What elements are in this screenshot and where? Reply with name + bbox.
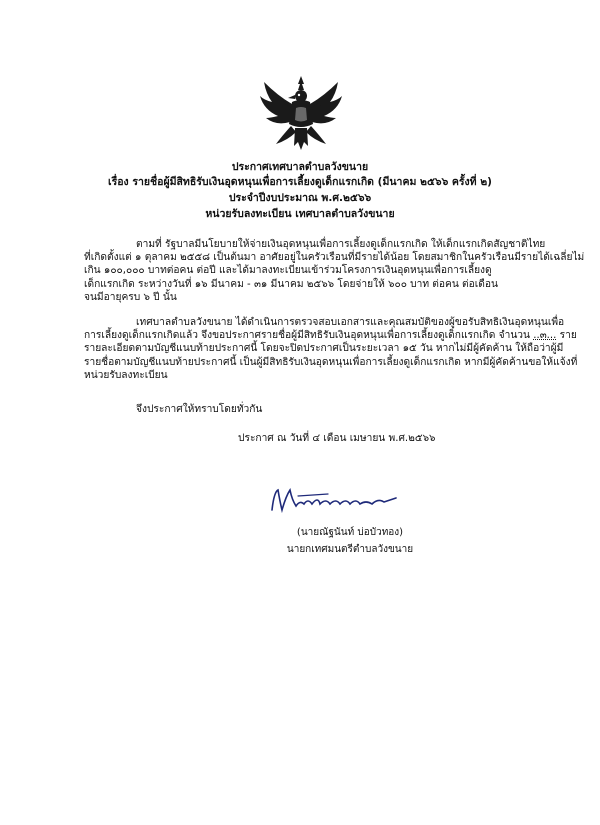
paragraph-line: รายละเอียดตามบัญชีแนบท้ายประกาศนี้ โดยจะปิดประกาศเป็นระยะเวลา ๑๕ วัน หากไม่มีผู้คัดค้าน ให้ถือว่าผู้มี bbox=[84, 343, 564, 355]
paragraph-line: หน่วยรับลงทะเบียน bbox=[84, 369, 168, 381]
paragraph-line: รายชื่อตามบัญชีแนบท้ายประกาศนี้ เป็นผู้มีสิทธิรับเงินอุดหนุนเพื่อการเลี้ยงดูเด็กแรกเกิด หากมีผู้คัดค้านขอให้แจ้งที่ bbox=[84, 356, 578, 368]
paragraph-line: เกิน ๑๐๐,๐๐๐ บาทต่อคน ต่อปี และได้มาลงทะเบียนเข้าร่วมโครงการเงินอุดหนุนเพื่อการเลี้ยงดู bbox=[84, 265, 492, 277]
announcement-date: ประกาศ ณ วันที่ ๔ เดือน เมษายน พ.ศ.๒๕๖๖ bbox=[238, 433, 436, 444]
closing-statement: จึงประกาศให้ทราบโดยทั่วกัน bbox=[136, 404, 263, 415]
paragraph-verification bbox=[84, 316, 578, 382]
handwritten-signature bbox=[268, 486, 400, 516]
paragraph-line: เทศบาลตำบลวังขนาย ได้ดำเนินการตรวจสอบเอกสารและคุณสมบัติของผู้ขอรับสิทธิเงินอุดหนุนเพื่อ bbox=[136, 317, 565, 328]
recipient-count: ..๓... bbox=[533, 330, 557, 342]
paragraph-policy bbox=[84, 238, 585, 304]
paragraph-line-text: การเลี้ยงดูเด็กแรกเกิดแล้ว จึงขอประกาศรายชื่อผู้มีสิทธิรับเงินอุดหนุนเพื่อการเลี้ยงดูเด็กแรกเกิด จำนวน bbox=[84, 330, 534, 342]
paragraph-line: เด็กแรกเกิด ระหว่างวันที่ ๑๖ มีนาคม - ๓๑ มีนาคม ๒๕๖๖ โดยจ่ายให้ ๖๐๐ บาท ต่อคน ต่อเดือน bbox=[84, 278, 498, 290]
paragraph-line: จนมีอายุครบ ๖ ปี นั้น bbox=[84, 291, 177, 303]
announcement-title: ประกาศเทศบาลตำบลวังขนาย bbox=[231, 161, 369, 173]
signatory-position: นายกเทศมนตรีตำบลวังขนาย bbox=[286, 544, 414, 555]
recipient-count-unit: ราย bbox=[559, 330, 577, 342]
paragraph-line: ตามที่ รัฐบาลมีนโยบายให้จ่ายเงินอุดหนุนเพื่อการเลี้ยงดูเด็กแรกเกิด ให้เด็กแรกเกิดสัญชาติไทย bbox=[136, 239, 546, 250]
garuda-emblem-icon bbox=[258, 74, 344, 156]
registrar-unit: หน่วยรับลงทะเบียน เทศบาลตำบลวังขนาย bbox=[205, 208, 395, 220]
paragraph-line: ที่เกิดตั้งแต่ ๑ ตุลาคม ๒๕๕๘ เป็นต้นมา อาศัยอยู่ในครัวเรือนที่มีรายได้น้อย โดยสมาชิกในครัวเรือนมีรายได้เฉลี่ยไม่ bbox=[84, 252, 585, 264]
paragraph-line bbox=[84, 329, 577, 342]
fiscal-year: ประจำปีงบประมาณ พ.ศ.๒๕๖๖ bbox=[228, 192, 372, 204]
signatory-name: (นายณัฐนันท์ บ่อบัวทอง) bbox=[296, 527, 404, 538]
announcement-subject: เรื่อง รายชื่อผู้มีสิทธิรับเงินอุดหนุนเพื่อการเลี้ยงดูเด็กแรกเกิด (มีนาคม ๒๕๖๖ ครั้งที่ ๒) bbox=[108, 176, 492, 188]
